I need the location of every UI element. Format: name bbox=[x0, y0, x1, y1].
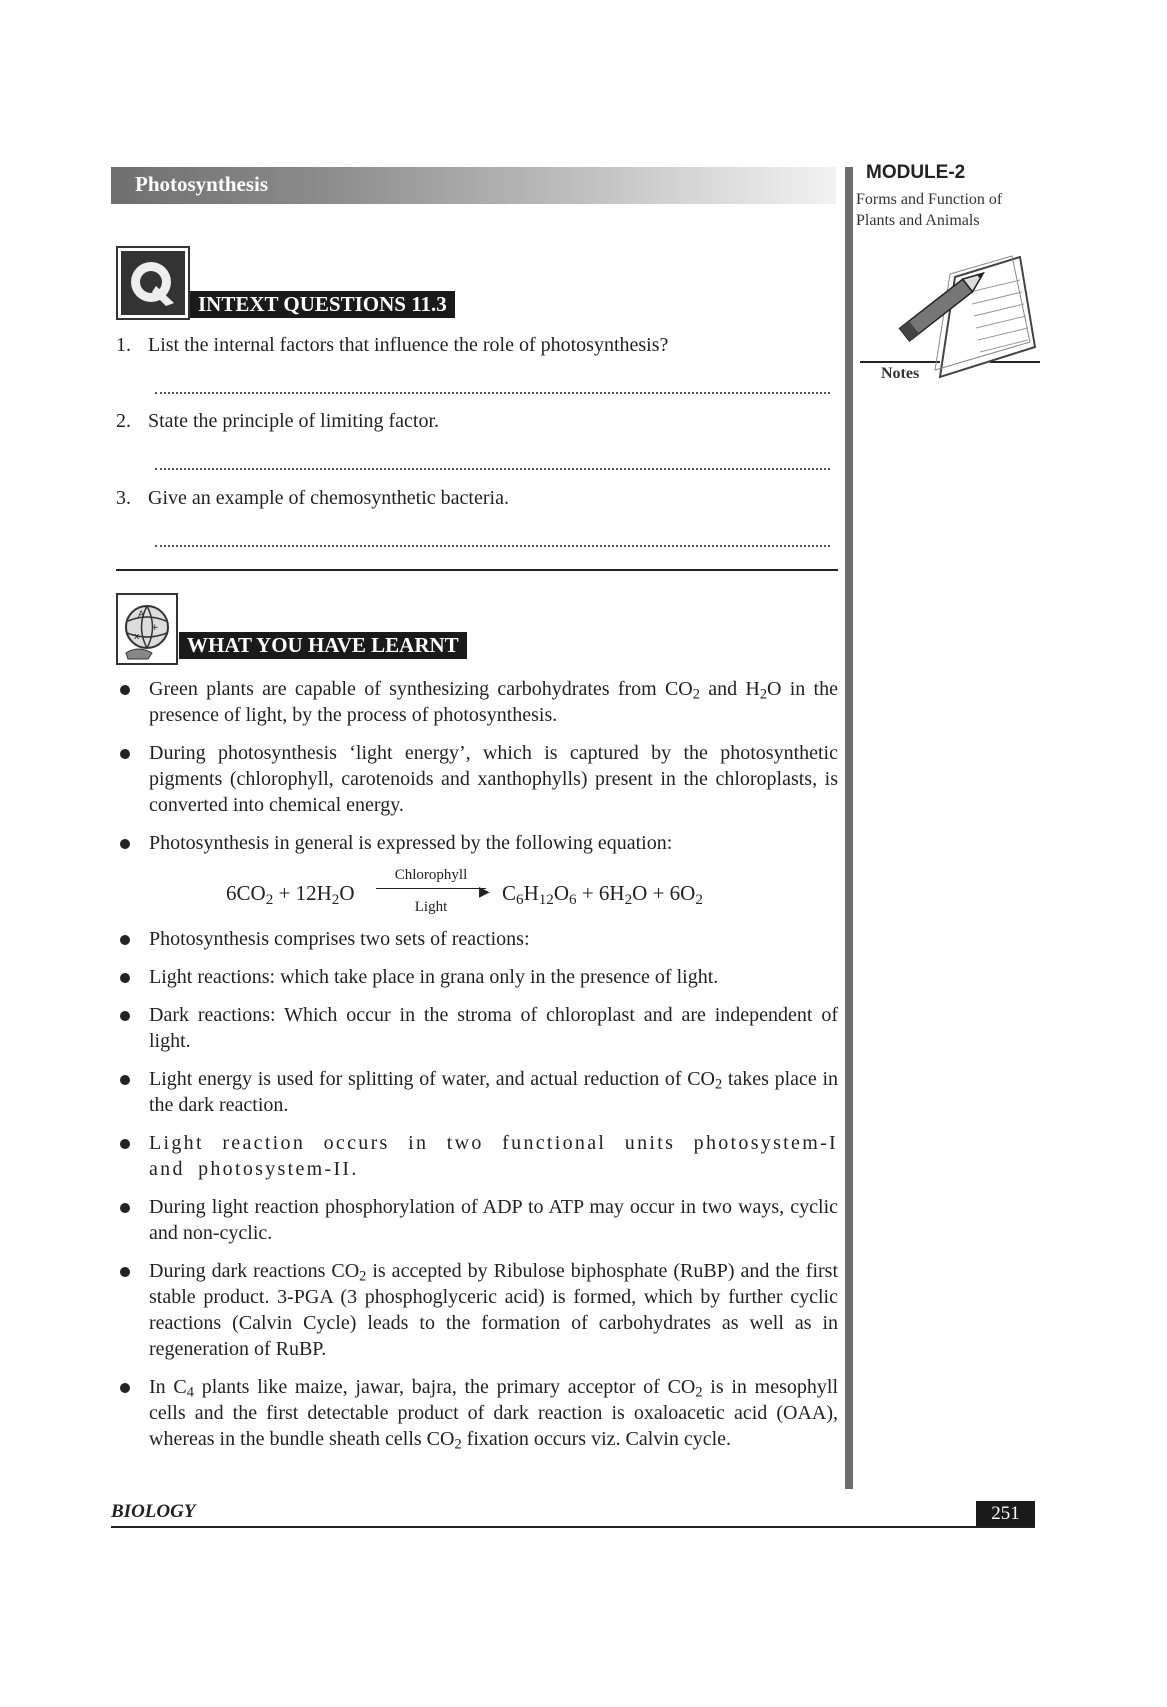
question-text: State the principle of limiting factor. bbox=[148, 410, 440, 432]
question-text: List the internal factors that influence the role of photosynthesis? bbox=[148, 334, 669, 356]
answer-line bbox=[155, 535, 830, 547]
learnt-globe-icon bbox=[116, 593, 178, 665]
summary-item: During photosynthesis ‘light energy’, which is captured by the photosynthetic pigments (chlorophyll, carotenoids and xanthophylls) present in the chloroplasts, is converted into chemical energy. bbox=[116, 740, 838, 818]
summary-item: Light energy is used for splitting of water, and actual reduction of $CO_2$ takes place in the dark reaction. bbox=[116, 1066, 838, 1118]
bullet-icon bbox=[120, 1203, 130, 1213]
summary-item: In $C_4$ plants like maize, jawar, bajra, the primary acceptor of $CO_2$ is in mesophyll cells and the first detectable product of dark reaction is oxaloacetic acid (OAA), whereas in the bundle sheath cells $CO_2$ fixation occurs viz. Calvin cycle. bbox=[116, 1374, 838, 1452]
page-number: 251 bbox=[976, 1501, 1035, 1526]
equation-products: $C_6H_{12}O_6 + 6H_2O + 6O_2$ bbox=[502, 881, 703, 908]
bullet-icon bbox=[120, 935, 130, 945]
svg-text:x: x bbox=[134, 632, 140, 642]
summary-item: Dark reactions: Which occur in the stroma of chloroplast and are independent of light. bbox=[116, 1002, 838, 1054]
chapter-title: Photosynthesis bbox=[135, 172, 269, 196]
margin-rule bbox=[845, 167, 853, 1489]
arrow-head-icon: ▶ bbox=[479, 885, 490, 900]
question-q-icon bbox=[116, 246, 190, 320]
question-item bbox=[116, 487, 836, 510]
bullet-icon bbox=[120, 1011, 130, 1021]
bullet-icon bbox=[120, 749, 130, 759]
summary-item: Light reaction occurs in two functional units photosystem-I and photosystem-II. bbox=[116, 1130, 838, 1182]
arrow-line bbox=[376, 888, 486, 889]
svg-text:A: A bbox=[138, 610, 145, 620]
question-number: 3. bbox=[116, 487, 131, 509]
bullet-icon bbox=[120, 685, 130, 695]
what-you-have-learnt-heading: WHAT YOU HAVE LEARNT bbox=[179, 632, 467, 659]
equation-arrow bbox=[376, 862, 494, 918]
equation-reactants: $6CO_2 + 12H_2O$ bbox=[226, 881, 355, 908]
summary-item: During dark reactions $CO_2$ is accepted by Ribulose biphosphate (RuBP) and the first stable product. 3-PGA (3 phosphoglyceric acid) is formed, which by further cyclic reactions (Calvin Cycle) leads to the formation of carbohydrates as well as in regeneration of RuBP. bbox=[116, 1258, 838, 1362]
footer-rule bbox=[111, 1526, 1035, 1528]
question-number: 1. bbox=[116, 334, 131, 356]
module-subtitle-line1: Forms and Function of bbox=[856, 191, 1003, 208]
section-divider bbox=[116, 569, 838, 571]
summary-item: Light reactions: which take place in grana only in the presence of light. bbox=[116, 964, 838, 990]
equation-condition: Light bbox=[414, 899, 448, 915]
summary-item: During light reaction phosphorylation of ADP to ATP may occur in two ways, cyclic and non-cyclic. bbox=[116, 1194, 838, 1246]
intext-questions-heading: INTEXT QUESTIONS 11.3 bbox=[190, 291, 455, 318]
bullet-icon bbox=[120, 839, 130, 849]
question-text: Give an example of chemosynthetic bacteria. bbox=[148, 487, 509, 509]
module-subtitle bbox=[856, 189, 1046, 231]
notes-label: Notes bbox=[881, 365, 920, 382]
bullet-icon bbox=[120, 1383, 130, 1393]
bullet-icon bbox=[120, 973, 130, 983]
equation-catalyst: Chlorophyll bbox=[394, 867, 468, 883]
bullet-icon bbox=[120, 1267, 130, 1277]
bullet-icon bbox=[120, 1139, 130, 1149]
module-subtitle-line2: Plants and Animals bbox=[856, 212, 980, 229]
answer-line bbox=[155, 458, 830, 470]
module-label: MODULE-2 bbox=[866, 162, 966, 183]
question-number: 2. bbox=[116, 410, 131, 432]
photosynthesis-equation bbox=[116, 862, 838, 920]
summary-list bbox=[116, 676, 838, 1464]
svg-text:+: + bbox=[151, 623, 159, 633]
question-item bbox=[116, 410, 836, 433]
summary-item: Green plants are capable of synthesizing carbohydrates from $CO_2$ and $H_2O$ in the presence of light, by the process of photosynthesis. bbox=[116, 676, 838, 728]
question-item bbox=[116, 334, 836, 357]
summary-item: Photosynthesis comprises two sets of reactions: bbox=[116, 926, 838, 952]
summary-item: Photosynthesis in general is expressed by the following equation: bbox=[116, 830, 838, 856]
bullet-icon bbox=[120, 1075, 130, 1085]
footer-subject: BIOLOGY bbox=[111, 1501, 196, 1522]
answer-line bbox=[155, 382, 830, 394]
